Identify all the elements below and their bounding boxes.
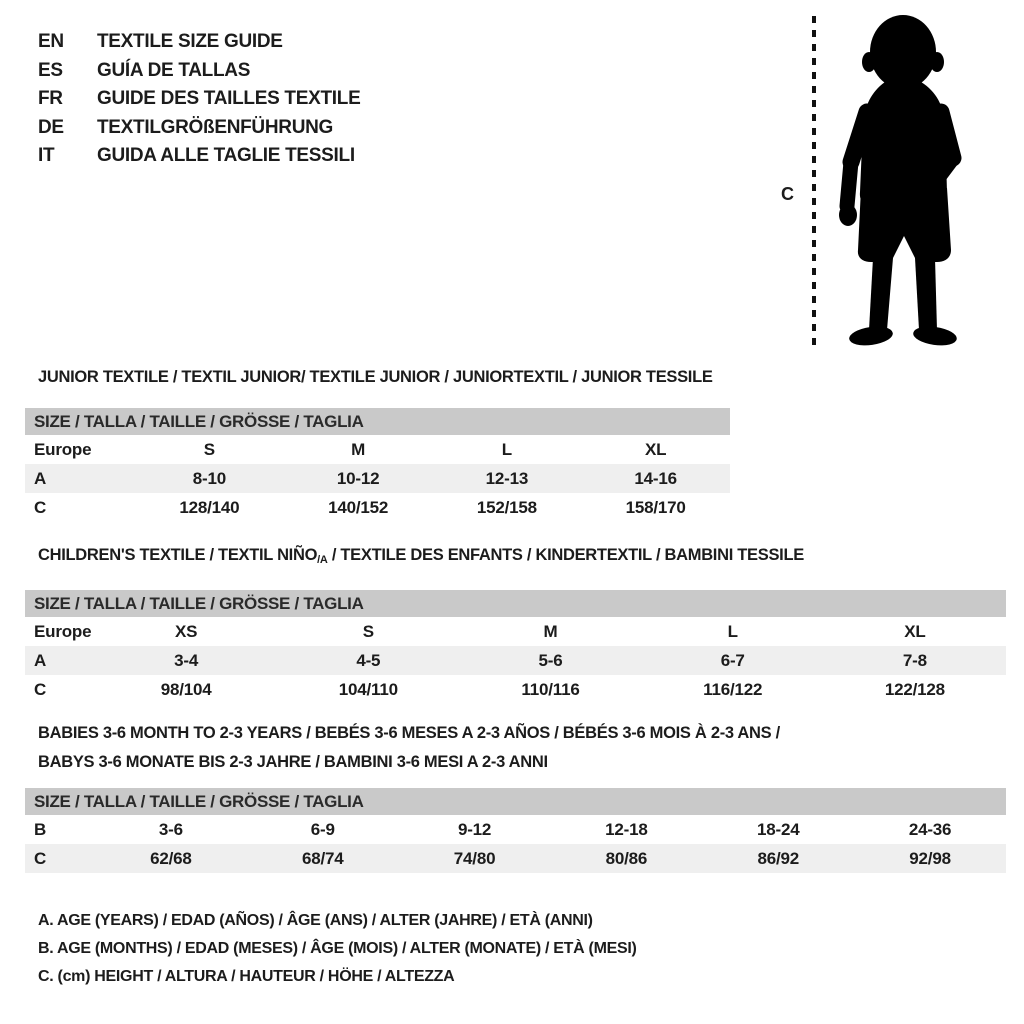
table-cell: 122/128 <box>884 680 945 699</box>
table-row <box>25 435 730 464</box>
table-row <box>25 493 730 522</box>
table-row <box>25 646 1006 675</box>
babies-size-table <box>25 788 1006 873</box>
table-cell: S <box>362 622 374 641</box>
table-cell: M <box>543 622 558 641</box>
table-cell: 68/74 <box>301 849 344 868</box>
babies-section-title-line1: BABIES 3-6 MONTH TO 2-3 YEARS / BEBÉS 3-6 MESES A 2-3 AÑOS / BÉBÉS 3-6 MOIS À 2-3 ANS / <box>38 724 780 742</box>
language-list <box>38 28 360 171</box>
language-code: EN <box>38 31 64 52</box>
table-cell: 9-12 <box>457 820 492 839</box>
table-cell: 4-5 <box>356 651 381 670</box>
table-cell: 74/80 <box>453 849 496 868</box>
table-cell: L <box>501 440 512 459</box>
language-code: FR <box>38 88 63 109</box>
size-header-bar: SIZE / TALLA / TAILLE / GRÖSSE / TAGLIA <box>25 590 1006 617</box>
table-cell: 3-4 <box>174 651 199 670</box>
language-label: TEXTILGRÖßENFÜHRUNG <box>97 116 334 138</box>
table-cell: 98/104 <box>160 680 212 699</box>
language-code: IT <box>38 145 55 166</box>
junior-size-table <box>25 408 730 522</box>
table-cell: 8-10 <box>192 469 226 488</box>
table-row <box>25 464 730 493</box>
language-code: ES <box>38 59 63 81</box>
language-label: GUIDA ALLE TAGLIE TESSILI <box>97 145 355 166</box>
table-cell: 12-18 <box>605 820 648 839</box>
size-header-bar: SIZE / TALLA / TAILLE / GRÖSSE / TAGLIA <box>25 788 1006 815</box>
table-cell: XS <box>174 622 198 641</box>
row-label: C <box>34 849 47 868</box>
language-label: TEXTILE SIZE GUIDE <box>97 31 283 52</box>
row-label: A <box>34 469 47 488</box>
table-cell: 152/158 <box>476 498 537 517</box>
table-cell: XL <box>644 440 667 459</box>
baby-silhouette-icon <box>770 10 1000 355</box>
table-cell: 140/152 <box>328 498 389 517</box>
row-label: Europe <box>34 622 92 641</box>
table-cell: 110/116 <box>521 680 580 699</box>
table-cell: 24-36 <box>908 820 952 839</box>
table-cell: 128/140 <box>179 498 240 517</box>
table-cell: 5-6 <box>538 651 563 670</box>
language-row <box>38 142 360 171</box>
table-cell: 158/170 <box>625 498 686 517</box>
table-cell: 116/122 <box>703 680 763 699</box>
table-row <box>25 815 1006 844</box>
children-section-title <box>38 546 804 566</box>
footnotes <box>38 907 637 991</box>
table-cell: 10-12 <box>336 469 380 488</box>
height-measure-label: C <box>781 184 794 204</box>
row-label: Europe <box>34 440 92 459</box>
baby-silhouette <box>839 15 958 348</box>
babies-section-title-line2: BABYS 3-6 MONATE BIS 2-3 JAHRE / BAMBINI 3-6 MESI A 2-3 ANNI <box>38 753 548 771</box>
footnote-c: C. (cm) HEIGHT / ALTURA / HAUTEUR / HÖHE / ALTEZZA <box>38 968 455 985</box>
table-cell: 6-7 <box>720 651 745 670</box>
row-label: C <box>34 680 47 699</box>
table-cell: 3-6 <box>158 820 183 839</box>
language-row <box>38 28 360 57</box>
language-label: GUIDE DES TAILLES TEXTILE <box>97 88 361 109</box>
table-row <box>25 675 1006 704</box>
children-title-subscript: /A <box>317 554 328 566</box>
language-label: GUÍA DE TALLAS <box>97 59 251 81</box>
junior-section-title: JUNIOR TEXTILE / TEXTIL JUNIOR/ TEXTILE JUNIOR / JUNIORTEXTIL / JUNIOR TESSILE <box>38 368 713 386</box>
table-cell: 80/86 <box>605 849 648 868</box>
children-title-text: CHILDREN'S TEXTILE / TEXTIL NIÑO <box>38 546 318 564</box>
language-row <box>38 114 360 143</box>
children-title-text: / TEXTILE DES ENFANTS / KINDERTEXTIL / BAMBINI TESSILE <box>327 546 804 564</box>
footnote-a: A. AGE (YEARS) / EDAD (AÑOS) / ÂGE (ANS) / ALTER (JAHRE) / ETÀ (ANNI) <box>38 912 593 929</box>
table-cell: 104/110 <box>338 680 398 699</box>
table-cell: 7-8 <box>902 651 927 670</box>
table-cell: 86/92 <box>757 849 799 868</box>
table-cell: L <box>727 622 738 641</box>
row-label: A <box>34 651 47 670</box>
table-cell: 62/68 <box>150 849 192 868</box>
children-size-table <box>25 590 1006 704</box>
table-cell: 92/98 <box>909 849 951 868</box>
table-row <box>25 844 1006 873</box>
row-label: C <box>34 498 47 517</box>
footnote-b: B. AGE (MONTHS) / EDAD (MESES) / ÂGE (MOIS) / ALTER (MONATE) / ETÀ (MESI) <box>38 940 637 957</box>
language-code: DE <box>38 116 64 138</box>
language-row <box>38 85 360 114</box>
table-cell: XL <box>904 622 926 641</box>
table-cell: 14-16 <box>634 469 677 488</box>
table-row <box>25 617 1006 646</box>
table-cell: 12-13 <box>485 469 529 488</box>
language-row <box>38 57 360 86</box>
table-cell: S <box>203 440 215 459</box>
table-cell: 6-9 <box>310 820 335 839</box>
table-cell: 18-24 <box>756 820 800 839</box>
table-cell: M <box>351 440 366 459</box>
size-header-bar: SIZE / TALLA / TAILLE / GRÖSSE / TAGLIA <box>25 408 730 435</box>
row-label: B <box>34 820 47 839</box>
